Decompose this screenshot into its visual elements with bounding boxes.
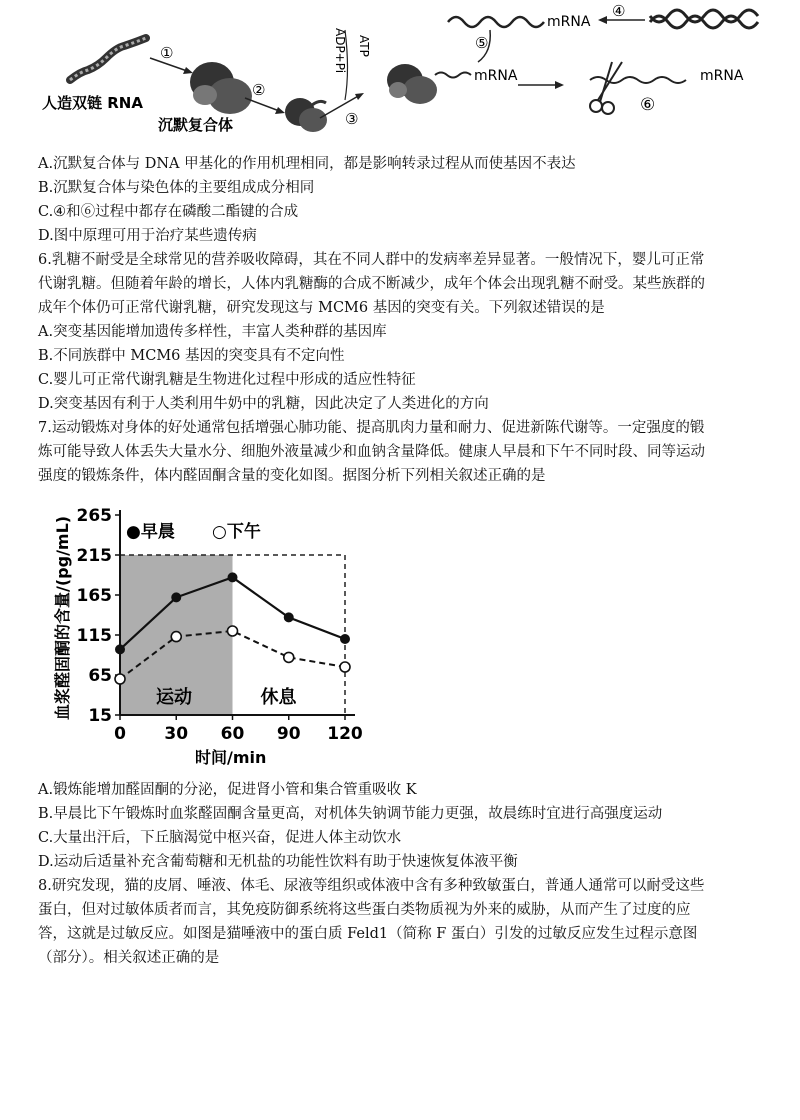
point-morning	[171, 592, 181, 602]
step1-label: ①	[160, 44, 174, 62]
silencing-complex-3	[387, 64, 437, 104]
label-mrna-right: mRNA	[700, 68, 744, 84]
q6-stem-2: 代谢乳糖。但随着年龄的增长，人体内乳糖酶的合成不断减少，成年个体会出现乳糖不耐受。某些族群的	[38, 276, 705, 292]
point-afternoon	[171, 632, 181, 642]
step2-label: ②	[252, 81, 266, 99]
y-tick-label: 15	[88, 706, 112, 726]
point-morning	[115, 644, 125, 654]
q7-option-b: B.早晨比下午锻炼时血浆醛固酮含量更高，对机体失钠调节能力更强，故晨练时宜进行高强度运动	[38, 806, 663, 822]
x-tick-label: 30	[164, 724, 189, 744]
point-afternoon	[340, 662, 350, 672]
q6-stem-1: 6.乳糖不耐受是全球常见的营养吸收障碍，其在不同人群中的发病率差异显著。一般情况下，婴儿可正常	[38, 252, 705, 268]
q8-stem-3: 答，这就是过敏反应。如图是猫唾液中的蛋白质 Feld1（简称 F 蛋白）引发的过敏反应发生过程示意图	[38, 926, 698, 942]
x-tick-label: 60	[220, 724, 245, 744]
x-tick-label: 90	[276, 724, 301, 744]
x-tick-label: 120	[327, 724, 363, 744]
silencing-complex-1	[190, 62, 252, 114]
point-afternoon	[115, 674, 125, 684]
label-dsrna: 人造双链 RNA	[42, 94, 143, 112]
scissors-icon	[590, 62, 622, 114]
mrna-cut-strand	[590, 77, 686, 83]
point-morning	[284, 612, 294, 622]
q5-option-d: D.图中原理可用于治疗某些遗传病	[38, 228, 257, 244]
arrow-step2	[245, 98, 282, 112]
x-tick-label: 0	[114, 724, 126, 744]
q6-option-c: C.婴儿可正常代谢乳糖是生物进化过程中形成的适应性特征	[38, 372, 416, 388]
region-exercise-label: 运动	[156, 687, 192, 708]
point-afternoon	[228, 626, 238, 636]
label-silencing: 沉默复合体	[158, 116, 234, 134]
q7-stem-1: 7.运动锻炼对身体的好处通常包括增强心肺功能、提高肌肉力量和耐力、促进新陈代谢等。一定强度的锻	[38, 420, 705, 436]
step5-label: ⑤	[475, 34, 489, 52]
q6-option-d: D.突变基因有利于人类利用牛奶中的乳糖，因此决定了人类进化的方向	[38, 396, 489, 412]
y-tick-label: 65	[88, 666, 112, 686]
q6-option-b: B.不同族群中 MCM6 基因的突变具有不定向性	[38, 348, 345, 364]
point-morning	[228, 572, 238, 582]
y-tick-label: 215	[76, 546, 112, 566]
q6-stem-3: 成年个体仍可正常代谢乳糖，研究发现这与 MCM6 基因的突变有关。下列叙述错误的是	[38, 300, 605, 316]
label-adp: ADP+Pi	[333, 28, 347, 74]
q8-stem-4: （部分）。相关叙述正确的是	[38, 950, 220, 966]
legend-morning: ●早晨	[126, 522, 175, 542]
q7-option-c: C.大量出汗后，下丘脑渴觉中枢兴奋，促进人体主动饮水	[38, 830, 402, 846]
q7-stem-3: 强度的锻炼条件，体内醛固酮含量的变化如图。据图分析下列相关叙述正确的是	[38, 468, 546, 484]
region-rest-label: 休息	[260, 687, 297, 708]
q7-option-a: A.锻炼能增加醛固酮的分泌，促进肾小管和集合管重吸收 K	[38, 782, 417, 798]
mrna-wave-top	[448, 17, 544, 27]
y-tick-label: 115	[76, 626, 112, 646]
q6-option-a: A.突变基因能增加遗传多样性，丰富人类种群的基因库	[38, 324, 387, 340]
label-mrna-mid: mRNA	[474, 68, 518, 84]
q8-stem-2: 蛋白，但对过敏体质者而言，其免疫防御系统将这些蛋白类物质视为外来的威胁，从而产生了过度的应	[38, 902, 691, 918]
y-tick-label: 165	[76, 586, 112, 606]
q5-option-a: A.沉默复合体与 DNA 甲基化的作用机理相同，都是影响转录过程从而使基因不表达	[38, 156, 576, 172]
label-atp: ATP	[357, 35, 371, 57]
y-tick-label: 265	[76, 506, 112, 526]
q5-option-c: C.④和⑥过程中都存在磷酸二酯键的合成	[38, 204, 299, 220]
q8-stem-1: 8.研究发现，猫的皮屑、唾液、体毛、尿液等组织或体液中含有多种致敏蛋白，普通人通常可以耐受这些	[38, 878, 705, 894]
step4-label: ④	[612, 2, 626, 20]
label-mrna-top: mRNA	[547, 14, 591, 30]
x-axis-label: 时间/min	[195, 748, 267, 767]
step3-label: ③	[345, 110, 359, 128]
point-morning	[340, 634, 350, 644]
step6-label: ⑥	[640, 95, 656, 115]
arrow-head-4	[598, 16, 607, 24]
rnai-diagram	[0, 0, 800, 145]
point-afternoon	[284, 652, 294, 662]
legend-afternoon: ○下午	[212, 522, 261, 542]
q5-option-b: B.沉默复合体与染色体的主要组成成分相同	[38, 180, 315, 196]
q7-option-d: D.运动后适量补充含葡萄糖和无机盐的功能性饮料有助于快速恢复体液平衡	[38, 854, 518, 870]
y-axis-label: 血浆醛固酮的含量/(pg/mL)	[53, 515, 72, 720]
aldosterone-chart	[40, 490, 420, 780]
silencing-complex-2	[285, 98, 327, 132]
mrna-wave-mid	[435, 73, 471, 78]
q7-stem-2: 炼可能导致人体丢失大量水分、细胞外液量减少和血钠含量降低。健康人早晨和下午不同时段、同等运动	[38, 444, 705, 460]
